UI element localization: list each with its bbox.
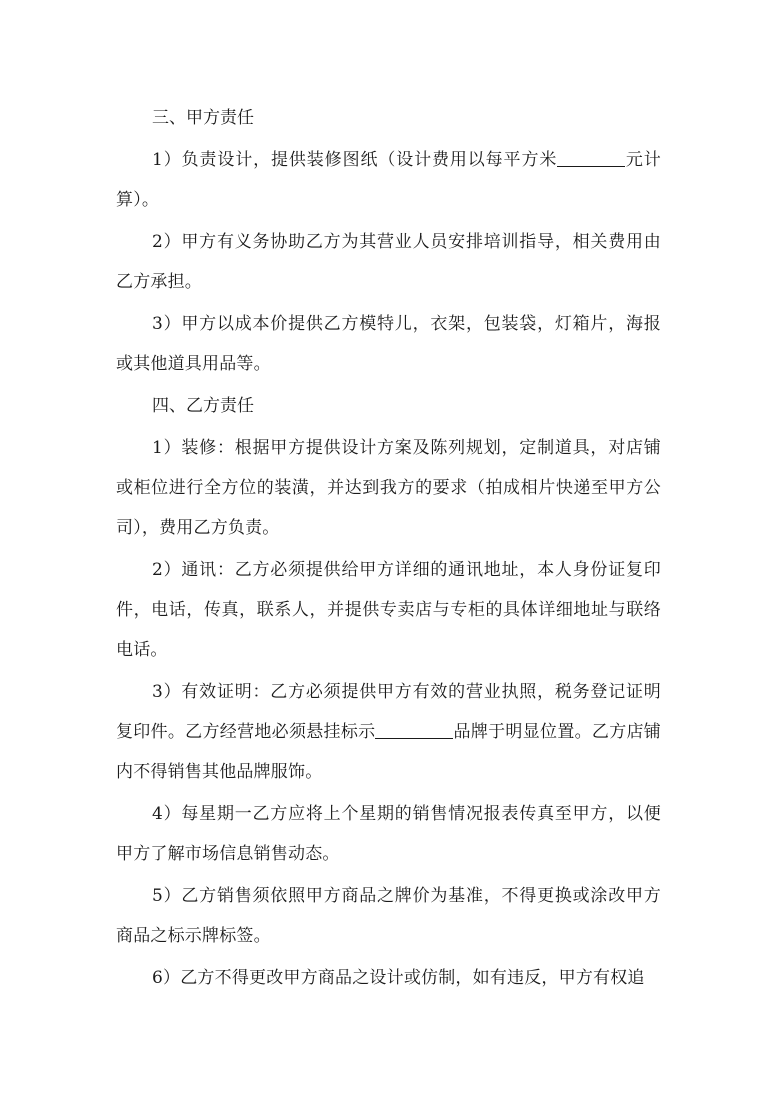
- section-3-item-1: [116, 140, 661, 220]
- section-4-item-2: 2）通讯：乙方必须提供给甲方详细的通讯地址，本人身份证复印件，电话，传真，联系人，并提供专卖店与专柜的具体详细地址与联络电话。: [116, 560, 661, 660]
- section-4-heading: 四、乙方责任: [152, 396, 254, 416]
- section-3-heading: 三、甲方责任: [152, 108, 254, 128]
- section-4-item-4: 4）每星期一乙方应将上个星期的销售情况报表传真至甲方，以便甲方了解市场信息销售动态。: [116, 804, 661, 864]
- section-3-item-1-text-a: 1）负责设计，提供装修图纸（设计费用以每平方米: [152, 150, 558, 170]
- document-page: [116, 98, 661, 998]
- section-4-item-6: 6）乙方不得更改甲方商品之设计或仿制，如有违反，甲方有权追: [152, 968, 645, 988]
- section-4-item-3: [116, 672, 661, 792]
- section-4-item-3-text-a: 3）有效证明：乙方必须提供甲方有效的营业执照，税务登记证明复印件。乙方经营地必须悬挂标示: [116, 682, 661, 742]
- section-4-item-3-text-b: 品牌于明显位置。乙方店铺内不得销售其他品牌服饰。: [116, 722, 662, 782]
- section-4-item-1: 1）装修：根据甲方提供设计方案及陈列规划，定制道具，对店铺或柜位进行全方位的装潢，并达到我方的要求（拍成相片快递至甲方公司），费用乙方负责。: [116, 438, 661, 538]
- fill-in-blank-brand[interactable]: [375, 721, 453, 739]
- section-3-item-3: 3）甲方以成本价提供乙方模特儿，衣架，包装袋，灯箱片，海报或其他道具用品等。: [116, 314, 661, 374]
- section-3-item-1-text-b: 元计算）。: [116, 150, 661, 210]
- section-3-item-2: 2）甲方有义务协助乙方为其营业人员安排培训指导，相关费用由乙方承担。: [116, 232, 661, 292]
- section-4-item-5: 5）乙方销售须依照甲方商品之牌价为基准，不得更换或涂改甲方商品之标示牌标签。: [116, 886, 661, 946]
- fill-in-blank-design-fee[interactable]: [557, 149, 625, 167]
